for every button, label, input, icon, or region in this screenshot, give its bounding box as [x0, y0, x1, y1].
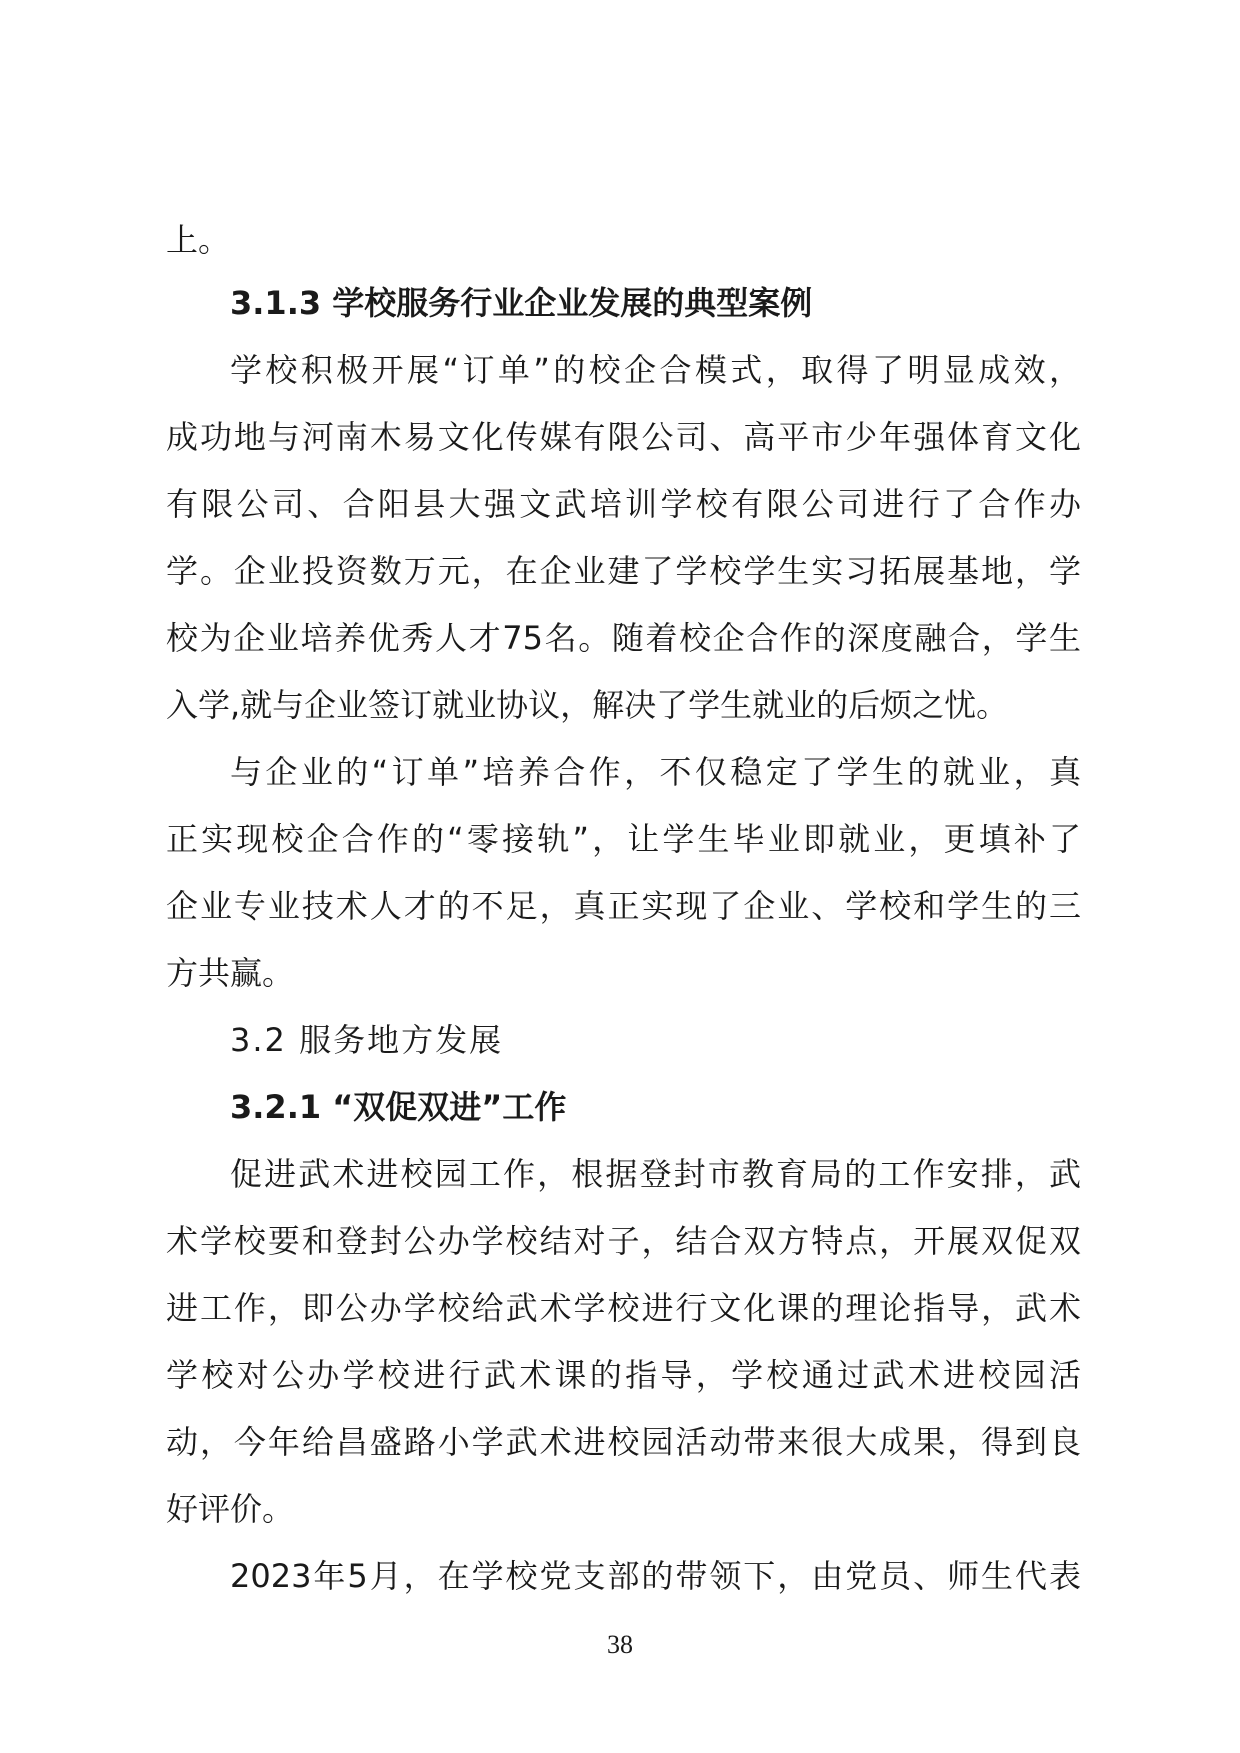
paragraph-line: 成功地与河南木易文化传媒有限公司、高平市少年强体育文化: [166, 418, 1081, 456]
paragraph-line: 有限公司、合阳县大强文武培训学校有限公司进行了合作办: [166, 485, 1081, 523]
paragraph-line: 校为企业培养优秀人才75名。随着校企合作的深度融合，学生: [166, 619, 1081, 657]
section-heading-3-1-3: 3.1.3 学校服务行业企业发展的典型案例: [230, 284, 813, 322]
paragraph-line: 与企业的“订单”培养合作，不仅稳定了学生的就业，真: [230, 753, 1081, 791]
paragraph-line: 进工作，即公办学校给武术学校进行文化课的理论指导，武术: [166, 1289, 1081, 1327]
paragraph-line: 入学,就与企业签订就业协议，解决了学生就业的后烦之忧。: [166, 686, 1009, 724]
paragraph-line: 2023年5月，在学校党支部的带领下，由党员、师生代表: [230, 1557, 1081, 1595]
section-heading-3-2: 3.2 服务地方发展: [230, 1021, 504, 1059]
paragraph-line: 促进武术进校园工作，根据登封市教育局的工作安排，武: [230, 1155, 1081, 1193]
paragraph-line: 正实现校企合作的“零接轨”，让学生毕业即就业，更填补了: [166, 820, 1081, 858]
paragraph-line: 术学校要和登封公办学校结对子，结合双方特点，开展双促双: [166, 1222, 1081, 1260]
paragraph-line: 学。企业投资数万元，在企业建了学校学生实习拓展基地，学: [166, 552, 1081, 590]
paragraph-line: 方共赢。: [166, 954, 295, 992]
paragraph-line: 学校积极开展“订单”的校企合模式，取得了明显成效，: [230, 351, 1081, 389]
paragraph-line: 好评价。: [166, 1490, 295, 1528]
paragraph-line: 上。: [166, 221, 231, 259]
paragraph-line: 企业专业技术人才的不足，真正实现了企业、学校和学生的三: [166, 887, 1081, 925]
paragraph-line: 动，今年给昌盛路小学武术进校园活动带来很大成果，得到良: [166, 1423, 1081, 1461]
document-page: [166, 0, 1081, 1753]
paragraph-line: 学校对公办学校进行武术课的指导，学校通过武术进校园活: [166, 1356, 1081, 1394]
page-number: 38: [607, 1630, 633, 1659]
section-heading-3-2-1: 3.2.1 “双促双进”工作: [230, 1088, 567, 1126]
